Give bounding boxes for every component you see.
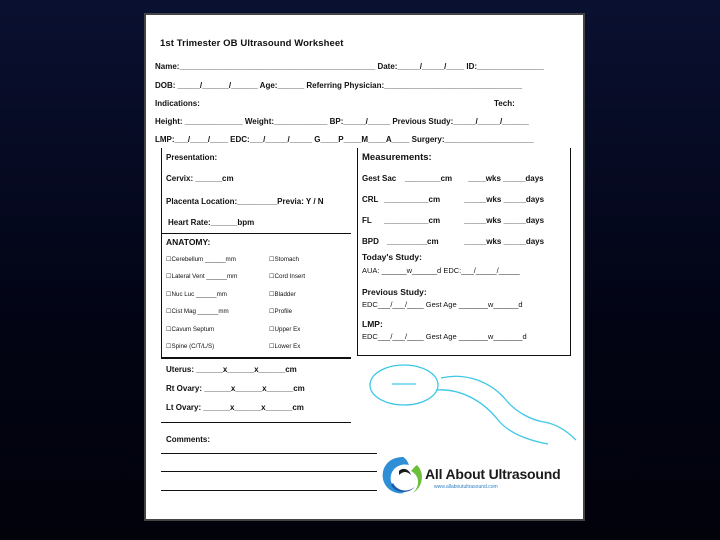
logo-wordmark: All About Ultrasound [425,466,561,482]
lmp-field: EDC___/___/____ Gest Age _______w_______d [362,332,527,341]
anatomy-item: ☐Bladder [269,291,296,298]
previous-study-field: EDC___/___/____ Gest Age _______w______d [362,300,523,309]
anatomy-item: ☐Spine (C/T/L/S) [166,343,215,350]
measurement-label: Gest Sac [362,174,397,183]
measurement-label: CRL [362,195,379,204]
todays-study-field: AUA: ______w______d EDC:___/_____/_____ [362,266,520,275]
anatomy-item: ☐Stomach [269,256,299,263]
anatomy-title: ANATOMY: [166,237,211,247]
divider [161,422,351,423]
anatomy-item: ☐Cist Mag ______mm [166,308,229,315]
presentation-label: Presentation: [166,153,218,162]
anatomy-item: ☐Lateral Vent ______mm [166,273,238,280]
tech-label: Tech: [494,99,515,108]
measurements-title: Measurements: [362,152,432,163]
comment-line [161,490,377,491]
ultrasound-sketch [366,360,586,450]
logo-url: www.allaboutultrasound.com [434,484,498,490]
measurement-wks: _____wks _____days [464,216,545,225]
worksheet-page [144,13,585,521]
anatomy-item: ☐Nuc Luc ______mm [166,291,227,298]
measurement-label: FL [362,216,372,225]
measurement-wks: _____wks _____days [464,237,545,246]
dob-age-physician-line: DOB: _____/______/______ Age:______ Referring Physician:_______________________________ [155,81,523,90]
anatomy-item: ☐Profile [269,308,293,315]
cervix-field: Cervix: ______cm [166,174,234,183]
lt-ovary-field: Lt Ovary: ______x______x______cm [166,403,304,412]
anatomy-item: ☐Cord Insert [269,273,306,280]
anatomy-item: ☐Cavum Septum [166,326,215,333]
name-date-id-line: Name:____________________________________________ Date:_____/_____/____ ID:_______________ [155,62,544,71]
measurement-value: __________cm [384,216,441,225]
height-weight-bp-line: Height: _____________ Weight:____________ BP:_____/_____ Previous Study:_____/_____/______ [155,117,529,126]
anatomy-bottom-border [161,357,351,359]
measurement-wks: ____wks _____days [468,174,544,183]
worksheet-title: 1st Trimester OB Ultrasound Worksheet [160,38,344,49]
anatomy-item: ☐Upper Ex [269,326,301,333]
comment-line [161,471,377,472]
anatomy-item: ☐Cerebellum ______mm [166,256,236,263]
comments-label: Comments: [166,435,211,444]
measurement-value: _________cm [387,237,439,246]
rt-ovary-field: Rt Ovary: ______x______x______cm [166,384,305,393]
lmp-edc-surgery-line: LMP:___/____/____ EDC:___/_____/_____ G____P____M____A____ Surgery:____________________ [155,135,534,144]
indications-label: Indications: [155,99,200,108]
placenta-field: Placenta Location:_________Previa: Y / N [166,197,324,206]
swirl-logo-icon [377,453,429,499]
lmp-title: LMP: [362,319,383,329]
measurement-label: BPD [362,237,379,246]
left-column-border [161,148,162,357]
comment-line [161,453,377,454]
measurement-value: ________cm [405,174,453,183]
divider [161,233,351,234]
anatomy-item: ☐Lower Ex [269,343,301,350]
uterus-field: Uterus: ______x______x______cm [166,365,297,374]
previous-study-title: Previous Study: [362,287,427,297]
measurement-wks: _____wks _____days [464,195,545,204]
heart-rate-field: Heart Rate:______bpm [168,218,255,227]
todays-study-title: Today's Study: [362,252,422,262]
measurement-value: __________cm [384,195,441,204]
